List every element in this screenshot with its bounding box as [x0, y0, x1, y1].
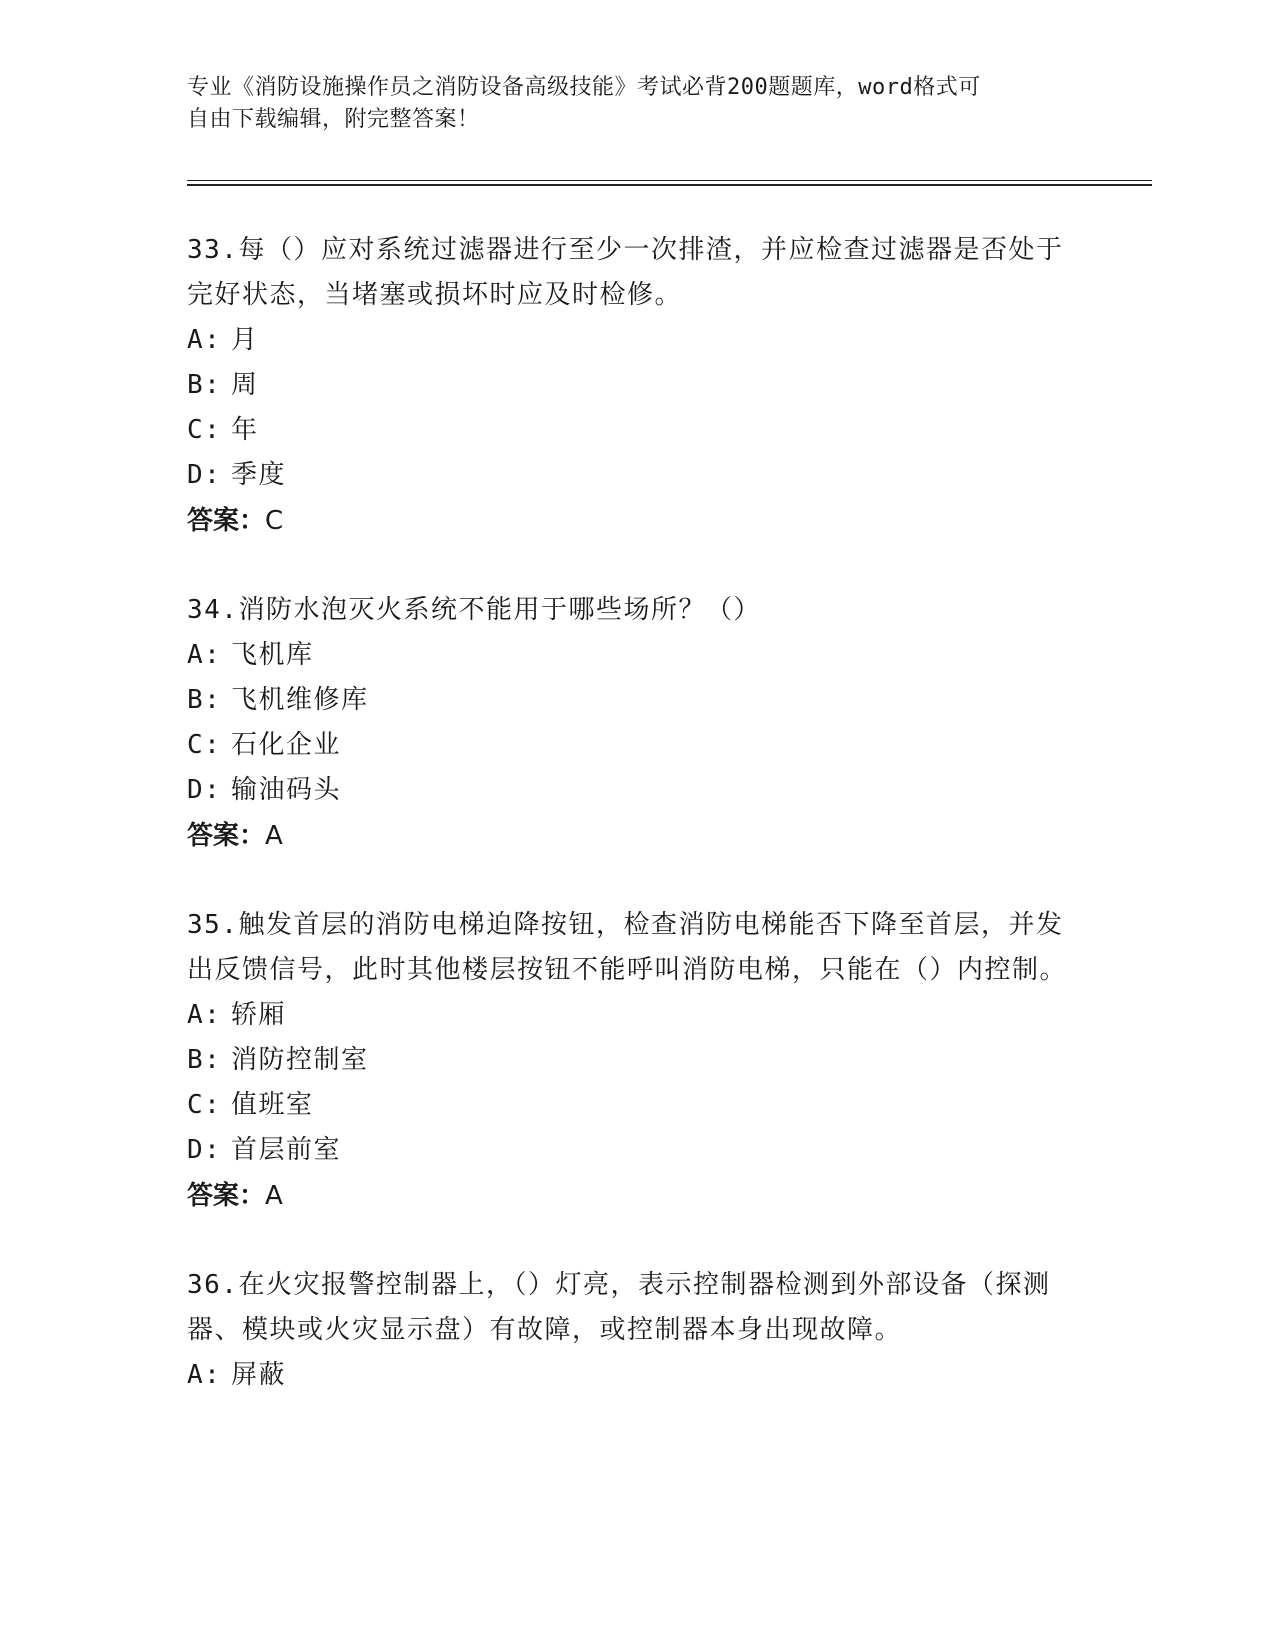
question-34	[187, 588, 1077, 859]
option-key: A:	[187, 1360, 222, 1390]
option-key: B:	[187, 370, 222, 400]
question-text: 35.触发首层的消防电梯迫降按钮，检查消防电梯能否下降至首层，并发出反馈信号，此时其他楼层按钮不能呼叫消防电梯，只能在（）内控制。	[187, 910, 1068, 985]
header-line-1: 专业《消防设施操作员之消防设备高级技能》考试必背200题题库，word格式可	[187, 75, 981, 100]
option-a	[187, 993, 1077, 1038]
option-key: A:	[187, 640, 222, 670]
option-text: 飞机维修库	[231, 685, 369, 715]
option-key: C:	[187, 1090, 222, 1120]
answer-line	[187, 498, 1077, 544]
option-a	[187, 633, 1077, 678]
question-text: 36.在火灾报警控制器上，（）灯亮，表示控制器检测到外部设备（探测器、模块或火灾显示盘）有故障，或控制器本身出现故障。	[187, 1270, 1051, 1345]
option-d	[187, 768, 1077, 813]
option-key: C:	[187, 415, 222, 445]
option-c	[187, 723, 1077, 768]
question-text: 34.消防水泡灭火系统不能用于哪些场所？（）	[187, 595, 761, 625]
option-text: 值班室	[231, 1090, 314, 1120]
option-d	[187, 453, 1077, 498]
option-a	[187, 1353, 1077, 1398]
header-divider-thin	[187, 180, 1152, 181]
question-text: 33.每（）应对系统过滤器进行至少一次排渣，并应检查过滤器是否处于完好状态，当堵塞或损坏时应及时检修。	[187, 235, 1064, 310]
option-key: A:	[187, 1000, 222, 1030]
question-33	[187, 228, 1077, 544]
option-b	[187, 1038, 1077, 1083]
question-list	[187, 228, 1077, 1442]
option-text: 首层前室	[231, 1135, 342, 1165]
header-line-2: 自由下载编辑，附完整答案！	[187, 107, 480, 132]
option-key: B:	[187, 1045, 222, 1075]
option-key: D:	[187, 1135, 222, 1165]
option-text: 轿厢	[231, 1000, 287, 1030]
option-text: 消防控制室	[231, 1045, 369, 1075]
answer-value: A	[265, 821, 283, 851]
header-divider-thick	[187, 184, 1152, 186]
document-header	[187, 72, 1067, 136]
option-key: D:	[187, 775, 222, 805]
question-35	[187, 903, 1077, 1219]
option-text: 周	[231, 370, 259, 400]
option-text: 月	[231, 325, 259, 355]
option-text: 季度	[231, 460, 287, 490]
answer-line	[187, 813, 1077, 859]
option-d	[187, 1128, 1077, 1173]
option-key: A:	[187, 325, 222, 355]
answer-label: 答案：	[187, 1181, 266, 1211]
option-text: 屏蔽	[231, 1360, 287, 1390]
option-key: C:	[187, 730, 222, 760]
option-b	[187, 678, 1077, 723]
answer-value: A	[265, 1181, 283, 1211]
question-36	[187, 1263, 1077, 1398]
option-a	[187, 318, 1077, 363]
option-text: 石化企业	[231, 730, 342, 760]
answer-label: 答案：	[187, 821, 266, 851]
option-c	[187, 408, 1077, 453]
option-text: 飞机库	[231, 640, 314, 670]
option-c	[187, 1083, 1077, 1128]
option-key: B:	[187, 685, 222, 715]
answer-label: 答案：	[187, 506, 266, 536]
option-b	[187, 363, 1077, 408]
answer-line	[187, 1173, 1077, 1219]
option-key: D:	[187, 460, 222, 490]
answer-value: C	[265, 506, 284, 536]
option-text: 输油码头	[231, 775, 342, 805]
option-text: 年	[231, 415, 259, 445]
